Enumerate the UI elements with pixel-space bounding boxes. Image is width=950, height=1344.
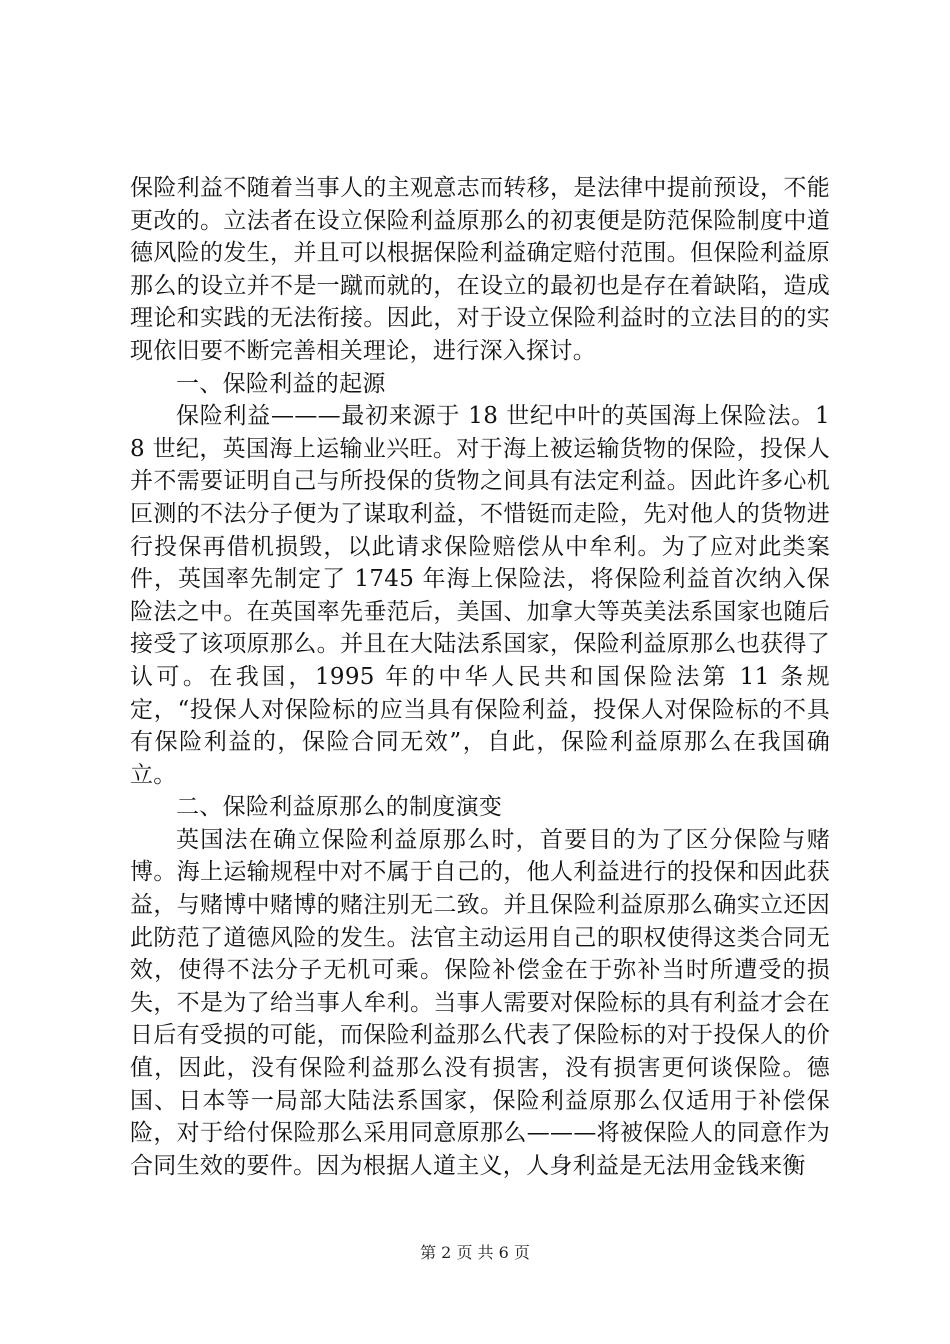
section-heading-evolution: 二、保险利益原那么的制度演变 — [176, 794, 503, 821]
paragraph-origin: 保险利益———最初来源于 18 世纪中叶的英国海上保险法。18 世纪，英国海上运输业兴旺。对于海上被运输货物的保险，投保人并不需要证明自己与所投保的货物之间具有法定利益。因此许多心机叵测的不法分子便为了谋取利益，不惜铤而走险，先对他人的货物进行投保再借机损毁，以此请求保险赔偿从中牟利。为了应对此类案件，英国率先制定了 1745 年海上保险法，将保险利益首次纳入保险法之中。在英国率先垂范后，美国、加拿大等英美法系国家也随后接受了该项原那么。并且在大陆法系国家，保险利益原那么也获得了认可。在我国，1995 年的中华人民共和国保险法第 11 条规定，“投保人对保险标的应当具有保险利益，投保人对保险标的不具有保险利益的，保险合同无效”，自此，保险利益原那么在我国确立。 — [130, 403, 830, 788]
section-heading-origin: 一、保险利益的起源 — [176, 370, 386, 397]
paragraph-intro: 保险利益不随着当事人的主观意志而转移，是法律中提前预设，不能更改的。立法者在设立保险利益原那么的初衷便是防范保险制度中道德风险的发生，并且可以根据保险利益确定赔付范围。但保险利益原那么的设立并不是一蹴而就的，在设立的最初也是存在着缺陷，造成理论和实践的无法衔接。因此，对于设立保险利益时的立法目的的实现依旧要不断完善相关理论，进行深入探讨。 — [130, 175, 830, 364]
document-body — [130, 172, 830, 1182]
page-number: 第 2 页 共 6 页 — [420, 1243, 530, 1262]
page-footer — [0, 1242, 950, 1264]
paragraph-evolution: 英国法在确立保险利益原那么时，首要目的为了区分保险与赌博。海上运输规程中对不属于自己的，他人利益进行的投保和因此获益，与赌博中赌博的赌注别无二致。并且保险利益原那么确实立还因此防范了道德风险的发生。法官主动运用自己的职权使得这类合同无效，使得不法分子无机可乘。保险补偿金在于弥补当时所遭受的损失，不是为了给当事人牟利。当事人需要对保险标的具有利益才会在日后有受损的可能，而保险利益那么代表了保险标的对于投保人的价值，因此，没有保险利益那么没有损害，没有损害更何谈保险。德国、日本等一局部大陆法系国家，保险利益原那么仅适用于补偿保险，对于给付保险那么采用同意原那么———将被保险人的同意作为合同生效的要件。因为根据人道主义，人身利益是无法用金钱来衡 — [130, 826, 830, 1179]
